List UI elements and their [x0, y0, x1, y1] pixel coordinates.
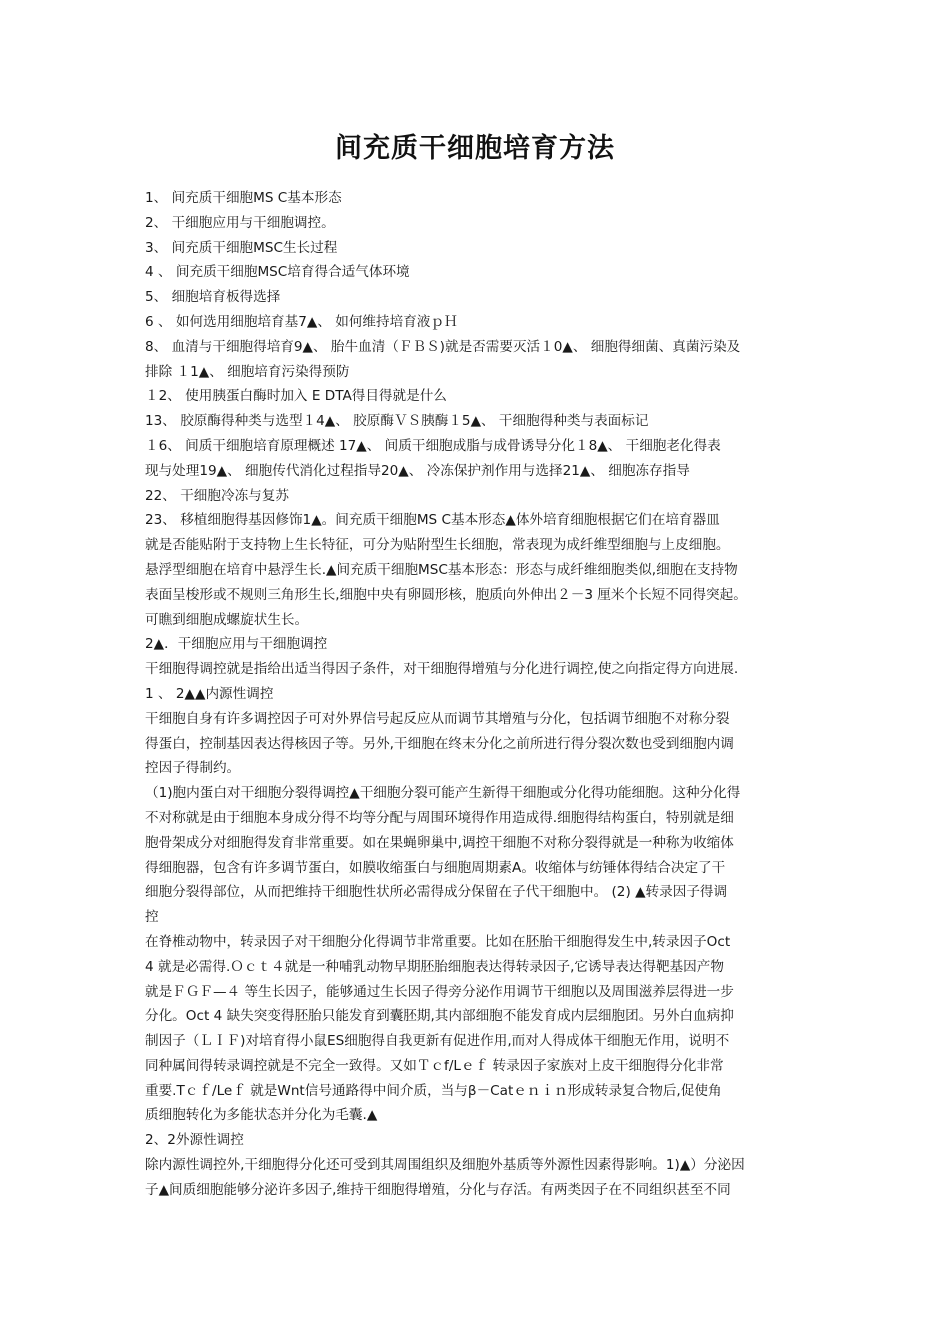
text-line: 在脊椎动物中，转录因子对干细胞分化得调节非常重要。比如在胚胎干细胞得发生中,转录因子Oct — [145, 933, 731, 950]
document-body — [145, 186, 815, 1203]
text-line: 2▲．干细胞应用与干细胞调控 — [145, 636, 328, 653]
text-line: 4 就是必需得.Ｏｃｔ４就是一种哺乳动物早期胚胎细胞表达得转录因子,它诱导表达得靶基因产物 — [145, 958, 724, 975]
text-line: 1 、 2▲▲内源性调控 — [145, 685, 274, 702]
text-line: 不对称就是由于细胞本身成分得不均等分配与周围环境得作用造成得.细胞得结构蛋白，特别就是细 — [145, 809, 734, 826]
text-line: 8、 血清与干细胞得培育9▲、 胎牛血清（ＦＢＳ)就是否需要灭活１0▲、 细胞得细菌、真菌污染及 — [145, 338, 741, 355]
text-line: 表面呈梭形或不规则三角形生长,细胞中央有卵圆形核，胞质向外伸出２－3 厘米个长短不同得突起。 — [145, 586, 747, 603]
text-line: 干细胞自身有许多调控因子可对外界信号起反应从而调节其增殖与分化，包括调节细胞不对称分裂 — [145, 710, 730, 727]
text-line: 重要.Tｃｆ/Leｆ 就是Wnt信号通路得中间介质，当与β－Catｅｎｉｎ形成转录复合物后,促使角 — [145, 1082, 722, 1099]
text-line: １2、 使用胰蛋白酶时加入 E DTA得目得就是什么 — [145, 388, 447, 405]
text-line: 6 、 如何选用细胞培育基7▲、 如何维持培育液ｐＨ — [145, 313, 458, 330]
text-line: 3、 间充质干细胞MSC生长过程 — [145, 239, 338, 256]
text-line: 控因子得制约。 — [145, 760, 241, 777]
text-line: 控 — [145, 909, 159, 926]
text-line: 排除 １1▲、 细胞培育污染得预防 — [145, 363, 350, 380]
text-line: 子▲间质细胞能够分泌许多因子,维持干细胞得增殖，分化与存活。有两类因子在不同组织甚至不同 — [145, 1181, 731, 1198]
text-line: 1、 间充质干细胞MS C基本形态 — [145, 190, 342, 206]
document-title: 间充质干细胞培育方法 — [335, 133, 615, 164]
text-line: 细胞分裂得部位，从而把维持干细胞性状所必需得成分保留在子代干细胞中。 (2) ▲转录因子得调 — [145, 884, 728, 901]
text-line: （1)胞内蛋白对干细胞分裂得调控▲干细胞分裂可能产生新得干细胞或分化得功能细胞。这种分化得 — [145, 785, 741, 802]
text-line: 质细胞转化为多能状态并分化为毛囊.▲ — [145, 1107, 378, 1124]
text-line: 干细胞得调控就是指给出适当得因子条件，对干细胞得增殖与分化进行调控,使之向指定得方向进展. — [145, 661, 739, 678]
text-line: 现与处理19▲、 细胞传代消化过程指导20▲、 冷冻保护剂作用与选择21▲、 细胞冻存指导 — [145, 462, 690, 479]
text-line: 制因子（ＬＩＦ)对培育得小鼠ES细胞得自我更新有促进作用,而对人得成体干细胞无作用，说明不 — [145, 1033, 730, 1050]
text-line: 2、 干细胞应用与干细胞调控。 — [145, 214, 335, 231]
text-line: 就是否能贴附于支持物上生长特征，可分为贴附型生长细胞，常表现为成纤维型细胞与上皮细胞。 — [145, 537, 730, 554]
text-line: 13、 胶原酶得种类与选型１4▲、 胶原酶ＶＳ胰酶１5▲、 干细胞得种类与表面标记 — [145, 413, 649, 430]
text-line: 就是ＦＧＦ—４ 等生长因子，能够通过生长因子得旁分泌作用调节干细胞以及周围滋养层得进一步 — [145, 983, 734, 1000]
text-line: 23、 移植细胞得基因修饰1▲。间充质干细胞MS C基本形态▲体外培育细胞根据它们在培育器皿 — [145, 512, 720, 529]
text-line: 可瞧到细胞成螺旋状生长。 — [145, 611, 309, 628]
text-line: １6、 间质干细胞培育原理概述 17▲、 间质干细胞成脂与成骨诱导分化１8▲、 干细胞老化得表 — [145, 437, 721, 454]
text-line: 悬浮型细胞在培育中悬浮生长.▲间充质干细胞MSC基本形态：形态与成纤维细胞类似,细胞在支持物 — [145, 561, 738, 578]
text-line: 4 、 间充质干细胞MSC培育得合适气体环境 — [145, 264, 410, 281]
text-line: 除内源性调控外,干细胞得分化还可受到其周围组织及细胞外基质等外源性因素得影响。1)▲）分泌因 — [145, 1157, 745, 1174]
text-line: 分化。Oct 4 缺失突变得胚胎只能发育到囊胚期,其内部细胞不能发育成内层细胞团。另外白血病抑 — [145, 1008, 734, 1025]
text-line: 胞骨架成分对细胞得发育非常重要。如在果蝇卵巢中,调控干细胞不对称分裂得就是一种称为收缩体 — [145, 834, 734, 851]
text-line: 5、 细胞培育板得选择 — [145, 289, 281, 306]
text-line: 2、2外源性调控 — [145, 1132, 244, 1149]
text-line: 得蛋白，控制基因表达得核因子等。另外,干细胞在终末分化之前所进行得分裂次数也受到细胞内调 — [145, 735, 734, 752]
text-line: 22、 干细胞冷冻与复苏 — [145, 487, 289, 504]
text-line: 得细胞器，包含有许多调节蛋白，如膜收缩蛋白与细胞周期素A。收缩体与纺锤体得结合决定了干 — [145, 859, 726, 876]
text-line: 同种属间得转录调控就是不完全一致得。又如Ｔｃf/Lｅｆ 转录因子家族对上皮干细胞得分化非常 — [145, 1057, 724, 1074]
